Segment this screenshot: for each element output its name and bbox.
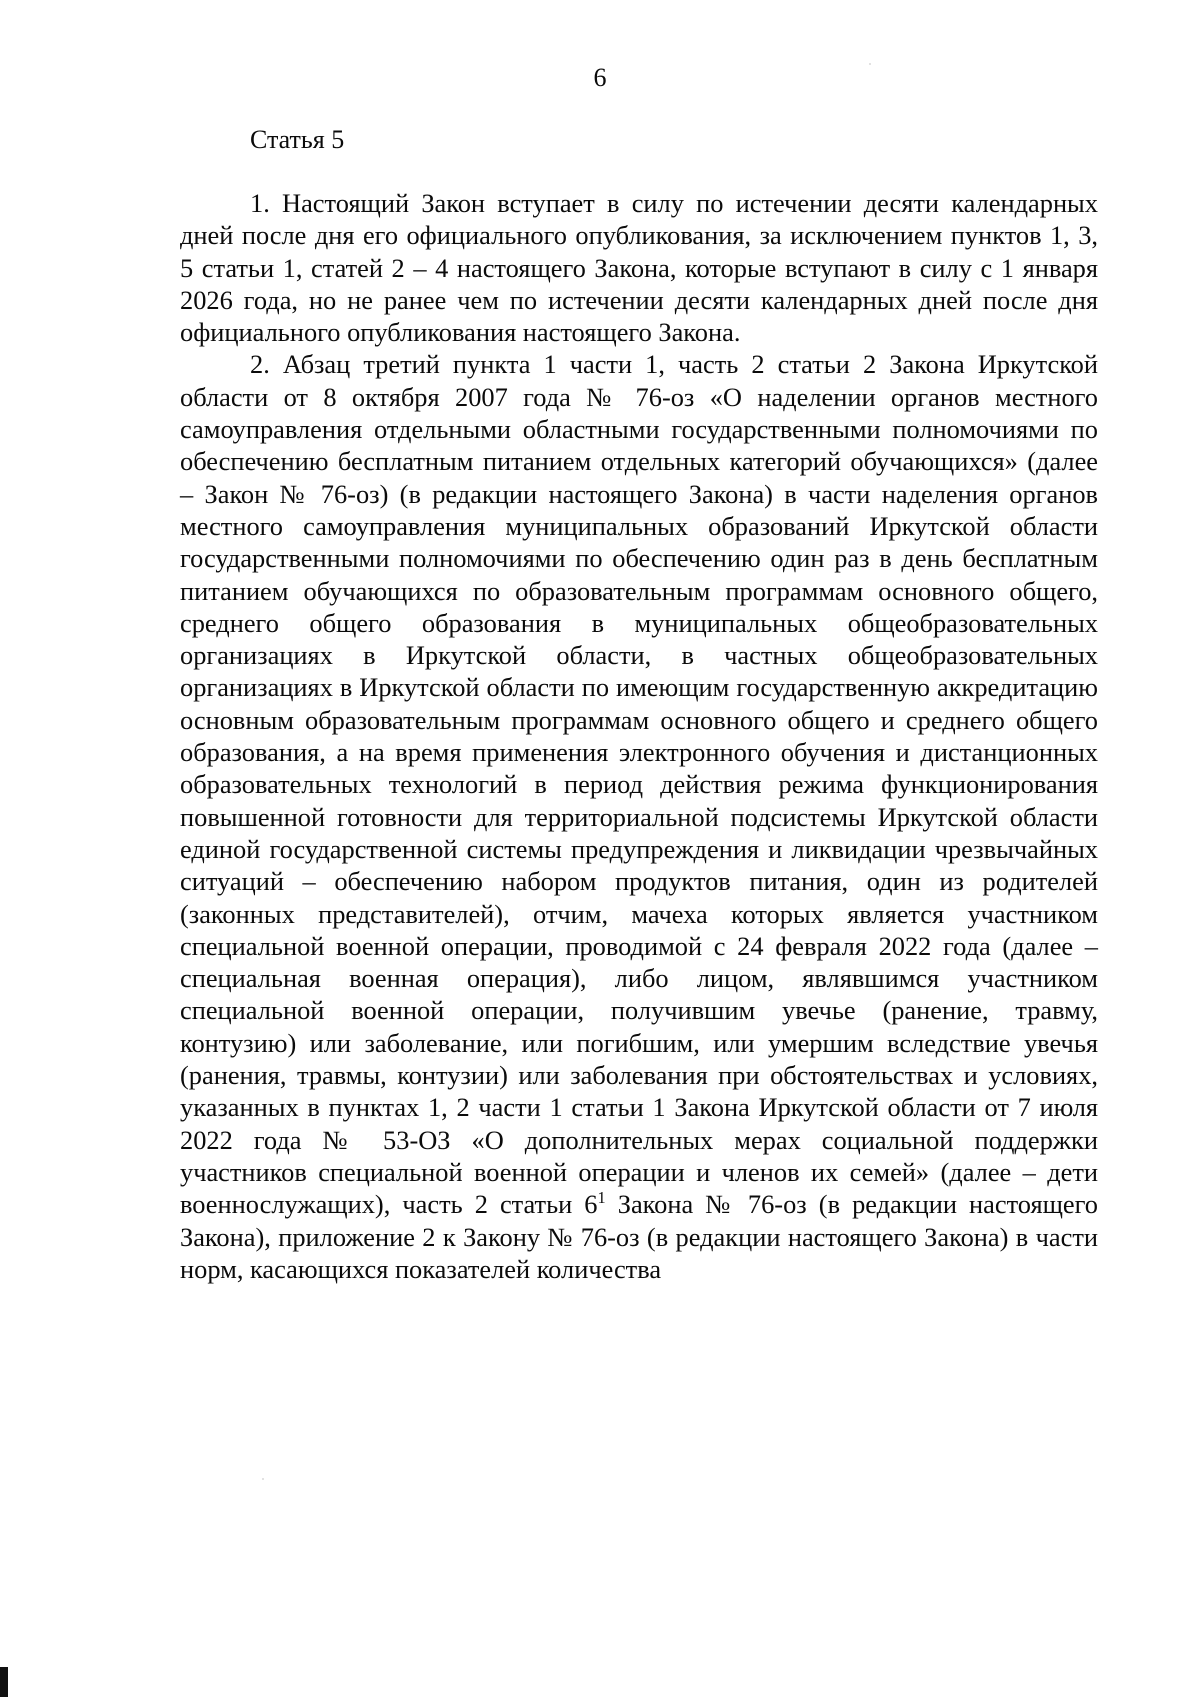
article-number-superscript: 1 (597, 1188, 606, 1208)
scan-speck (262, 1478, 264, 1480)
scan-speck (869, 63, 871, 65)
document-body (180, 187, 1098, 1285)
scan-edge-mark (0, 1667, 8, 1697)
paragraph-1: 1. Настоящий Закон вступает в силу по истечении десяти календарных дней после дня его официального опубликования, за исключением пунктов 1, 3, 5 статьи 1, статей 2 – 4 настоящего Закона, которые вступают в силу с 1 января 2026 года, но не ранее чем по истечении десяти календарных дней после дня официального опубликования настоящего Закона. (180, 188, 1098, 348)
paragraph-2 (180, 348, 1098, 1285)
paragraph-2-text-before-superscript: 2. Абзац третий пункта 1 части 1, часть 2 статьи 2 Закона Иркутской области от 8 октября 2007 года № 76-оз «О наделении органов местного самоуправления отдельными областными государственными полномочиями по обеспечению бесплатным питанием отдельных категорий обучающихся» (далее – Закон № 76-оз) (в редакции настоящего Закона) в части наделения органов местного самоуправления муниципальных образований Иркутской области государственными полномочиями по обеспечению один раз в день бесплатным питанием обучающихся по образовательным программам основного общего, среднего общего образования в муниципальных общеобразовательных организациях в Иркутской области, в частных общеобразовательных организациях в Иркутской области по имеющим государственную аккредитацию основным образовательным программам основного общего и среднего общего образования, а на время применения электронного обучения и дистанционных образовательных технологий в период действия режима функционирования повышенной готовности для территориальной подсистемы Иркутской области единой государственной системы предупреждения и ликвидации чрезвычайных ситуаций – обеспечению набором продуктов питания, один из родителей (законных представителей), отчим, мачеха которых является участником специальной военной операции, проводимой с 24 февраля 2022 года (далее – специальная военная операция), либо лицом, являвшимся участником специальной военной операции, получившим увечье (ранение, травму, контузию) или заболевание, или погибшим, или умершим вследствие увечья (ранения, травмы, контузии) или заболевания при обстоятельствах и условиях, указанных в пунктах 1, 2 части 1 статьи 1 Закона Иркутской области от 7 июля 2022 года № 53-ОЗ «О дополнительных мерах социальной поддержки участников специальной военной операции и членов их семей» (далее – дети военнослужащих), часть 2 статьи 6 (180, 349, 1098, 1220)
page-number: 6 (593, 63, 607, 92)
paragraph-2-text-after-superscript: Закона № 76-оз (в редакции настоящего Закона), приложение 2 к Закону № 76-оз (в редакции настоящего Закона) в части норм, касающихся показателей количества (180, 1189, 1098, 1284)
article-title: Статья 5 (250, 125, 345, 154)
